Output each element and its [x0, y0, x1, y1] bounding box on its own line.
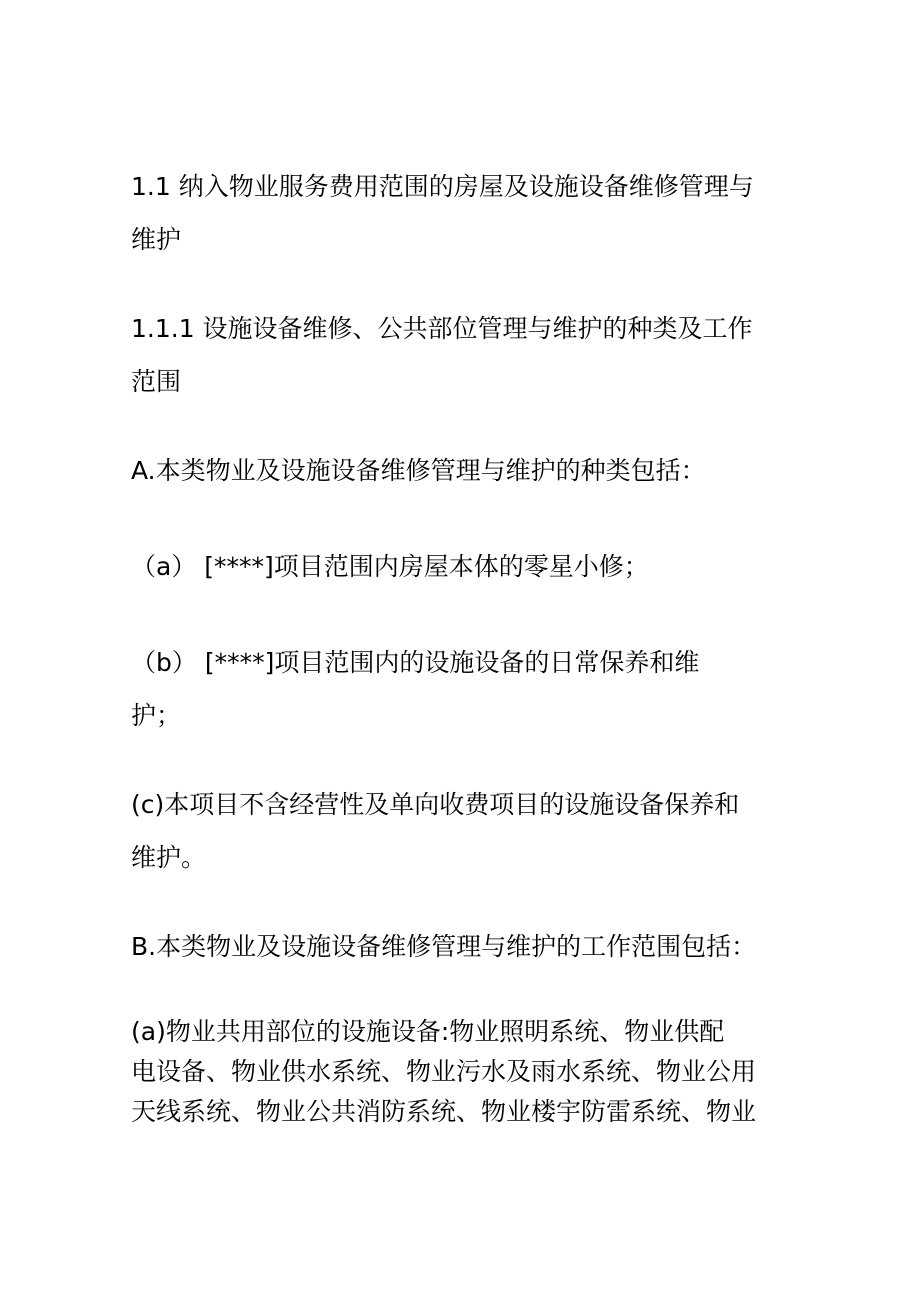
section-a-title [131, 444, 801, 497]
section-a-item-a [131, 540, 801, 593]
heading-1-1-1-line1: 1.1.1 设施设备维修、公共部位管理与维护的种类及工作 [131, 314, 753, 343]
section-a-item-b [131, 636, 801, 742]
section-b-item-a-line3: 天线系统、物业公共消防系统、物业楼宇防雷系统、物业 [131, 1097, 757, 1126]
section-a-item-c-line2: 维护。 [131, 843, 207, 872]
section-b-item-a [131, 1012, 801, 1132]
section-a-title-text: A.本类物业及设施设备维修管理与维护的种类包括： [131, 456, 706, 485]
heading-1-1-1-line2: 范围 [131, 367, 182, 396]
section-b-title [131, 920, 801, 973]
heading-1-1 [131, 160, 801, 266]
section-a-item-b-line1: （b） [****]项目范围内的设施设备的日常保养和维 [131, 648, 700, 677]
section-b-item-a-line1: (a)物业共用部位的设施设备:物业照明系统、物业供配 [131, 1017, 725, 1046]
section-b-title-text: B.本类物业及设施设备维修管理与维护的工作范围包括： [131, 932, 757, 961]
section-a-item-a-text: （a） [****]项目范围内房屋本体的零星小修； [131, 552, 649, 581]
heading-1-1-line2: 维护 [131, 225, 182, 254]
section-b-item-a-line2: 电设备、物业供水系统、物业污水及雨水系统、物业公用 [131, 1057, 757, 1086]
section-a-item-c [131, 778, 801, 884]
heading-1-1-1 [131, 302, 801, 408]
section-a-item-c-line1: (c)本项目不含经营性及单向收费项目的设施设备保养和 [131, 790, 740, 819]
heading-1-1-line1: 1.1 纳入物业服务费用范围的房屋及设施设备维修管理与 [131, 172, 754, 201]
section-a-item-b-line2: 护； [131, 701, 182, 730]
